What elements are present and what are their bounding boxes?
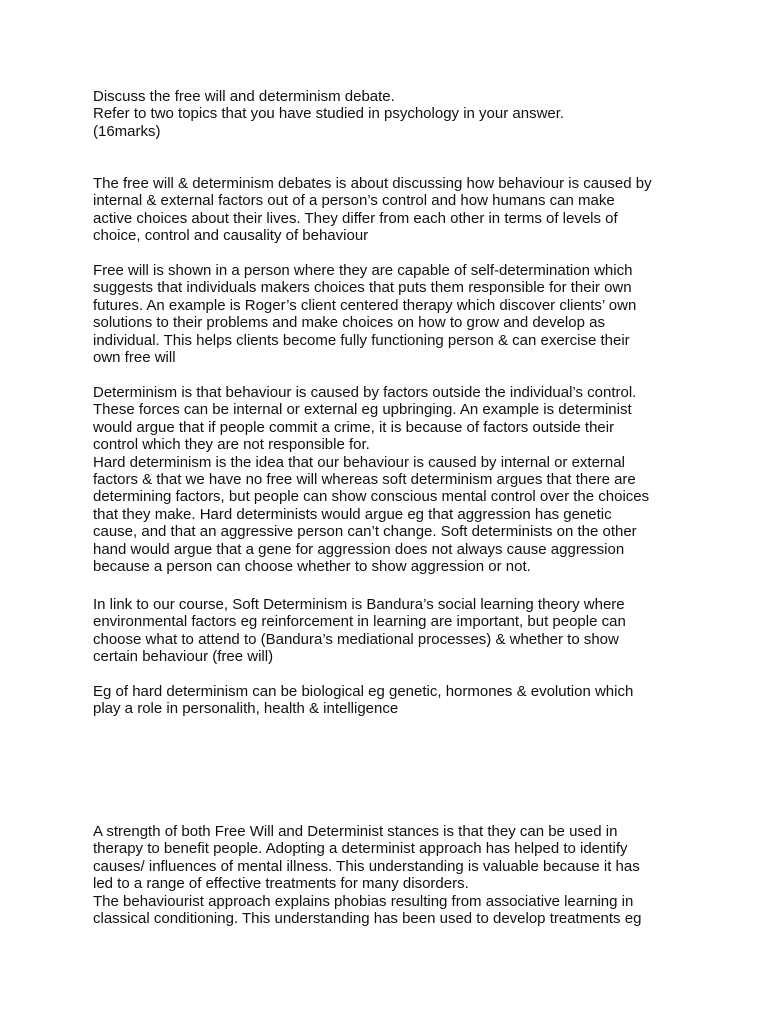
paragraph-free-will xyxy=(93,262,683,366)
paragraph-line: control which they are not responsible for. xyxy=(93,436,370,454)
paragraph-line: play a role in personalith, health & intelligence xyxy=(93,700,399,718)
paragraph-soft-determinism xyxy=(93,596,683,666)
paragraph-line: Determinism is that behaviour is caused by factors outside the individual’s control. xyxy=(93,384,637,401)
paragraph-line: determining factors, but people can show conscious mental control over the choices xyxy=(93,488,650,506)
paragraph-line: A strength of both Free Will and Determinist stances is that they can be used in xyxy=(93,823,618,840)
paragraph-line: certain behaviour (free will) xyxy=(93,648,274,666)
paragraph-line: solutions to their problems and make choices on how to grow and develop as xyxy=(93,314,605,332)
paragraph-line: cause, and that an aggressive person can’t change. Soft determinists on the other xyxy=(93,523,637,541)
paragraph-line: choose what to attend to (Bandura’s mediational processes) & whether to show xyxy=(93,630,619,648)
paragraph-line: The free will & determinism debates is about discussing how behaviour is caused by xyxy=(93,175,652,192)
paragraph-line: own free will xyxy=(93,349,176,367)
paragraph-intro xyxy=(93,175,683,245)
paragraph-line: led to a range of effective treatments for many disorders. xyxy=(93,875,469,893)
paragraph-line: because a person can choose whether to show aggression or not. xyxy=(93,558,531,576)
paragraph-line: would argue that if people commit a crime, it is because of factors outside their xyxy=(93,418,615,436)
paragraph-line: These forces can be internal or external eg upbringing. An example is determinist xyxy=(93,401,632,419)
question-line: (16marks) xyxy=(93,122,161,140)
paragraph-line: suggests that individuals makers choices that puts them responsible for their own xyxy=(93,279,632,297)
question-block xyxy=(93,88,683,140)
paragraph-line: therapy to benefit people. Adopting a determinist approach has helped to identify xyxy=(93,840,628,858)
paragraph-line: that they make. Hard determinists would argue eg that aggression has genetic xyxy=(93,505,612,523)
question-line: Refer to two topics that you have studied in psychology in your answer. xyxy=(93,105,565,123)
paragraph-line: Free will is shown in a person where they are capable of self-determination which xyxy=(93,262,633,279)
paragraph-line: The behaviourist approach explains phobias resulting from associative learning in xyxy=(93,892,634,910)
paragraph-line: futures. An example is Roger’s client centered therapy which discover clients’ own xyxy=(93,296,637,314)
paragraph-line: causes/ influences of mental illness. This understanding is valuable because it has xyxy=(93,857,640,875)
paragraph-line: active choices about their lives. They differ from each other in terms of levels of xyxy=(93,209,618,227)
paragraph-line: individual. This helps clients become fully functioning person & can exercise their xyxy=(93,331,630,349)
paragraph-line: factors & that we have no free will whereas soft determinism argues that there are xyxy=(93,471,636,489)
paragraph-line: Hard determinism is the idea that our behaviour is caused by internal or external xyxy=(93,453,625,471)
paragraph-line: environmental factors eg reinforcement in learning are important, but people can xyxy=(93,613,626,631)
paragraph-line: hand would argue that a gene for aggression does not always cause aggression xyxy=(93,540,625,558)
question-line: Discuss the free will and determinism debate. xyxy=(93,88,395,105)
paragraph-determinism xyxy=(93,384,683,575)
paragraph-line: Eg of hard determinism can be biological eg genetic, hormones & evolution which xyxy=(93,683,634,700)
paragraph-line: classical conditioning. This understanding has been used to develop treatments eg xyxy=(93,910,642,928)
paragraph-line: In link to our course, Soft Determinism is Bandura’s social learning theory where xyxy=(93,596,625,613)
paragraph-line: choice, control and causality of behaviour xyxy=(93,227,369,245)
paragraph-hard-determinism xyxy=(93,683,683,718)
paragraph-strength xyxy=(93,823,683,927)
paragraph-line: internal & external factors out of a person’s control and how humans can make xyxy=(93,192,615,210)
